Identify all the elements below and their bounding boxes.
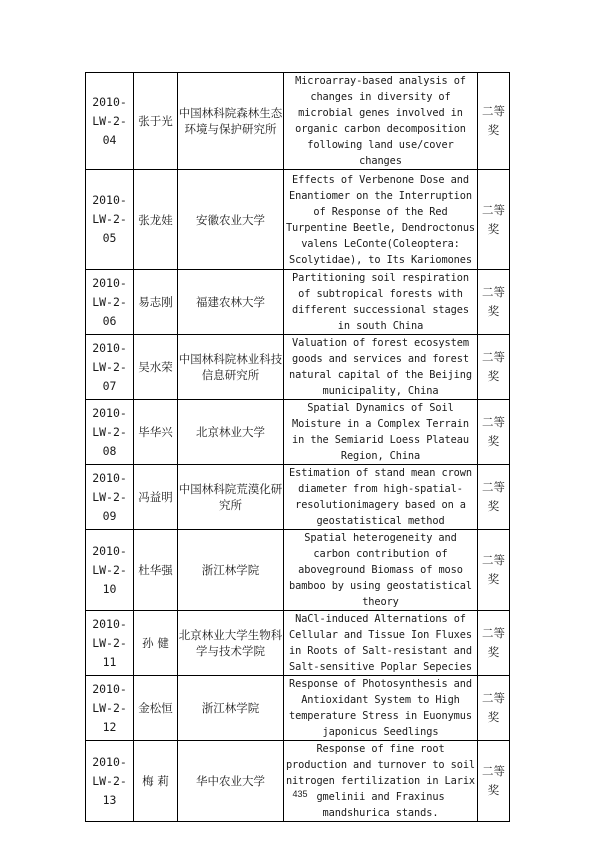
institution-cell: 安徽农业大学: [178, 170, 284, 270]
project-id-cell: 2010-LW-2-05: [86, 170, 134, 270]
award-level-cell: 二等奖: [478, 73, 510, 170]
project-id-cell: 2010-LW-2-04: [86, 73, 134, 170]
award-level-cell: 二等奖: [478, 465, 510, 530]
table-row: [86, 465, 510, 530]
institution-cell: 浙江林学院: [178, 676, 284, 741]
awards-table: [85, 72, 510, 822]
project-id-cell: 2010-LW-2-07: [86, 335, 134, 400]
institution-cell: 华中农业大学: [178, 741, 284, 822]
paper-title-cell: Effects of Verbenone Dose and Enantiomer on the Interruption of Response of the Red Turpentine Beetle, Dendroctonus valens LeConte(Coleoptera: Scolytidae), to Its Kariomones: [284, 170, 478, 270]
institution-cell: 中国林科院森林生态环境与保护研究所: [178, 73, 284, 170]
table-row: [86, 741, 510, 822]
award-level-cell: 二等奖: [478, 530, 510, 611]
author-name-cell: 梅 莉: [134, 741, 178, 822]
institution-cell: 浙江林学院: [178, 530, 284, 611]
institution-cell: 北京林业大学: [178, 400, 284, 465]
paper-title-cell: Partitioning soil respiration of subtropical forests with different successional stages in south China: [284, 270, 478, 335]
table-row: [86, 611, 510, 676]
paper-title-cell: Valuation of forest ecosystem goods and services and forest natural capital of the Beijing municipality, China: [284, 335, 478, 400]
paper-title-cell: Spatial Dynamics of Soil Moisture in a Complex Terrain in the Semiarid Loess Plateau Region, China: [284, 400, 478, 465]
project-id-cell: 2010-LW-2-08: [86, 400, 134, 465]
table-row: [86, 73, 510, 170]
author-name-cell: 孙 健: [134, 611, 178, 676]
project-id-cell: 2010-LW-2-11: [86, 611, 134, 676]
project-id-cell: 2010-LW-2-12: [86, 676, 134, 741]
award-level-cell: 二等奖: [478, 611, 510, 676]
table-row: [86, 400, 510, 465]
author-name-cell: 冯益明: [134, 465, 178, 530]
awards-table-body: [86, 73, 510, 822]
paper-title-cell: Estimation of stand mean crown diameter from high-spatial-resolutionimagery based on a geostatistical method: [284, 465, 478, 530]
author-name-cell: 吴水荣: [134, 335, 178, 400]
author-name-cell: 金松恒: [134, 676, 178, 741]
table-row: [86, 676, 510, 741]
project-id-cell: 2010-LW-2-09: [86, 465, 134, 530]
author-name-cell: 张于光: [134, 73, 178, 170]
paper-title-cell: Spatial heterogeneity and carbon contribution of aboveground Biomass of moso bamboo by using geostatistical theory: [284, 530, 478, 611]
award-level-cell: 二等奖: [478, 270, 510, 335]
author-name-cell: 毕华兴: [134, 400, 178, 465]
paper-title-cell: NaCl-induced Alternations of Cellular and Tissue Ion Fluxes in Roots of Salt-resistant and Salt-sensitive Poplar Sepecies: [284, 611, 478, 676]
paper-title-cell: Response of fine root production and turnover to soil nitrogen fertilization in Larix gmelinii and Fraxinus mandshurica stands.: [284, 741, 478, 822]
award-level-cell: 二等奖: [478, 170, 510, 270]
institution-cell: 北京林业大学生物科学与技术学院: [178, 611, 284, 676]
award-level-cell: 二等奖: [478, 335, 510, 400]
project-id-cell: 2010-LW-2-10: [86, 530, 134, 611]
author-name-cell: 张龙娃: [134, 170, 178, 270]
institution-cell: 中国林科院林业科技信息研究所: [178, 335, 284, 400]
project-id-cell: 2010-LW-2-13: [86, 741, 134, 822]
institution-cell: 中国林科院荒漠化研究所: [178, 465, 284, 530]
author-name-cell: 杜华强: [134, 530, 178, 611]
page-number: 435: [292, 789, 308, 799]
institution-cell: 福建农林大学: [178, 270, 284, 335]
award-level-cell: 二等奖: [478, 741, 510, 822]
project-id-cell: 2010-LW-2-06: [86, 270, 134, 335]
award-level-cell: 二等奖: [478, 400, 510, 465]
author-name-cell: 易志刚: [134, 270, 178, 335]
table-row: [86, 530, 510, 611]
table-row: [86, 170, 510, 270]
paper-title-cell: Response of Photosynthesis and Antioxidant System to High temperature Stress in Euonymus japonicus Seedlings: [284, 676, 478, 741]
paper-title-cell: Microarray-based analysis of changes in diversity of microbial genes involved in organic carbon decomposition following land use/cover changes: [284, 73, 478, 170]
award-level-cell: 二等奖: [478, 676, 510, 741]
table-row: [86, 335, 510, 400]
table-row: [86, 270, 510, 335]
